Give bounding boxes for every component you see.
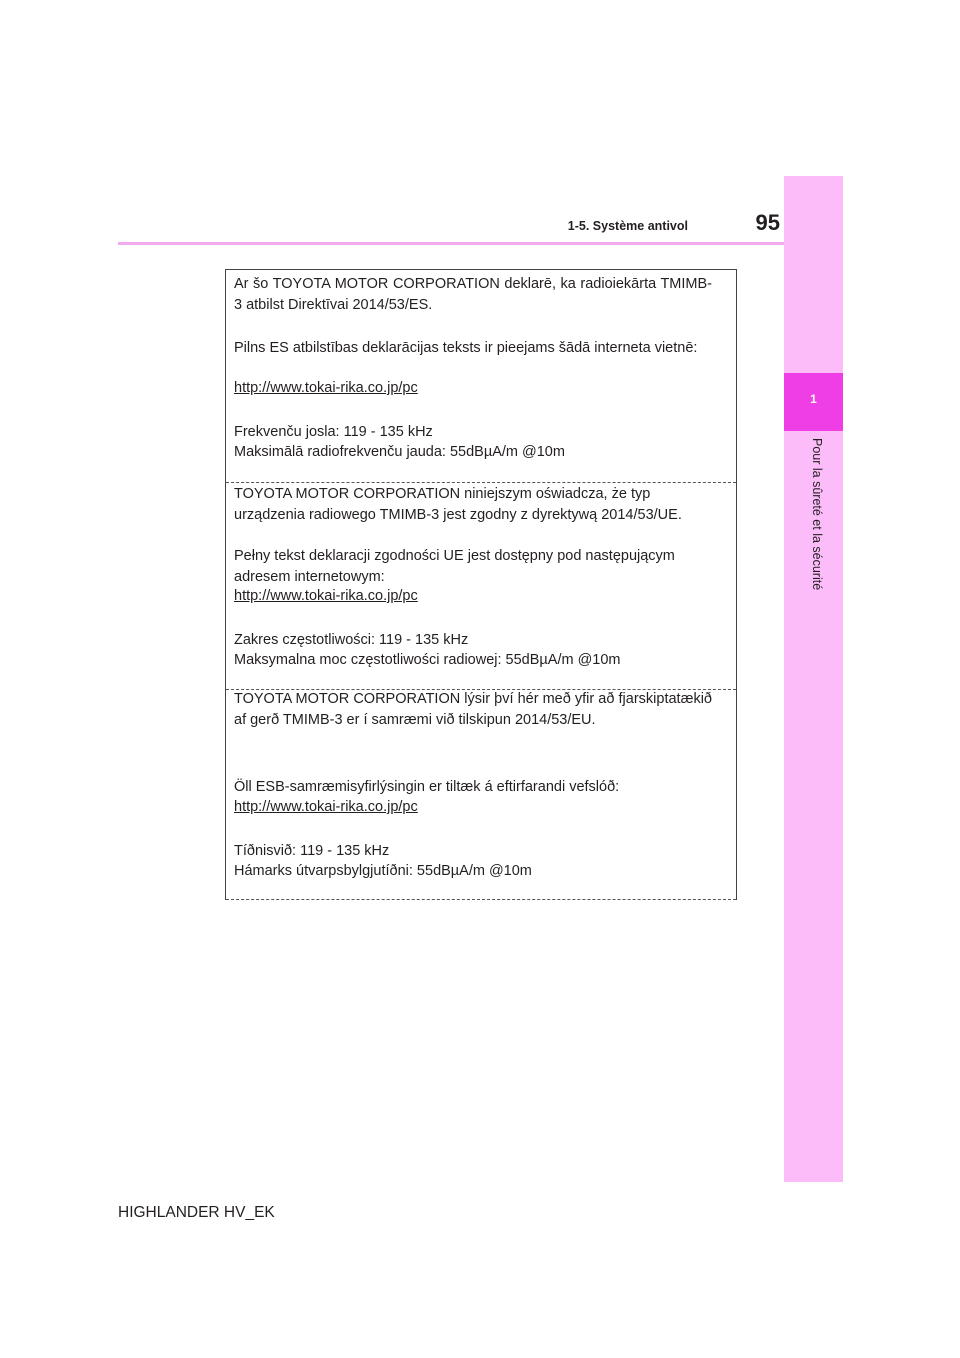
frequency-band: Zakres częstotliwości: 119 - 135 kHz [234, 632, 469, 648]
full-text-intro: Pełny tekst deklaracji zgodności UE jest dostępny pod następującym adresem internetowym: [234, 548, 675, 585]
header-rule [118, 242, 784, 245]
declaration-text: TOYOTA MOTOR CORPORATION niniejszym oświadcza, że typ urządzenia radiowego TMIMB-3 jest zgodny z dyrektywą 2014/53/UE. [234, 486, 682, 523]
full-text-intro: Pilns ES atbilstības deklarācijas teksts ir pieejams šādā interneta vietnē: [234, 340, 698, 356]
chapter-label: Pour la sûreté et la sécurité [810, 438, 824, 591]
declaration-url-link[interactable] [234, 797, 712, 818]
section-title: 1-5. Système antivol [567, 219, 688, 233]
full-text-intro: Öll ESB-samræmisyfirlýsingin er tiltæk á eftirfarandi vefslóð: [234, 779, 620, 795]
notice-section-polish [226, 482, 736, 690]
page-number: 95 [755, 210, 780, 235]
declaration-text: TOYOTA MOTOR CORPORATION lýsir því hér með yfir að fjarskiptatækið af gerð TMIMB-3 er í samræmi við tilskipun 2014/53/EU. [234, 691, 712, 728]
declaration-url-link[interactable] [234, 586, 712, 607]
chapter-number: 1 [810, 392, 817, 406]
max-power: Maksymalna moc częstotliwości radiowej: 55dBµA/m @10m [234, 652, 621, 668]
declaration-url-link[interactable] [234, 378, 712, 399]
url-text[interactable]: http://www.tokai-rika.co.jp/pc [234, 380, 418, 396]
url-text[interactable]: http://www.tokai-rika.co.jp/pc [234, 588, 418, 604]
frequency-band: Frekvenču josla: 119 - 135 kHz [234, 424, 433, 440]
notice-section-icelandic [226, 689, 736, 900]
max-power: Maksimālā radiofrekvenču jauda: 55dBµA/m @10m [234, 444, 565, 460]
declaration-text: Ar šo TOYOTA MOTOR CORPORATION deklarē, ka radioiekārta TMIMB-3 atbilst Direktīvai 2014/53/ES. [234, 276, 712, 313]
footer-model-code: HIGHLANDER HV_EK [118, 1204, 275, 1221]
url-text[interactable]: http://www.tokai-rika.co.jp/pc [234, 799, 418, 815]
max-power: Hámarks útvarpsbylgjutíðni: 55dBµA/m @10m [234, 863, 532, 879]
frequency-band: Tíðnisvið: 119 - 135 kHz [234, 843, 390, 859]
conformity-notice-box [225, 269, 737, 900]
notice-section-latvian [226, 270, 736, 483]
